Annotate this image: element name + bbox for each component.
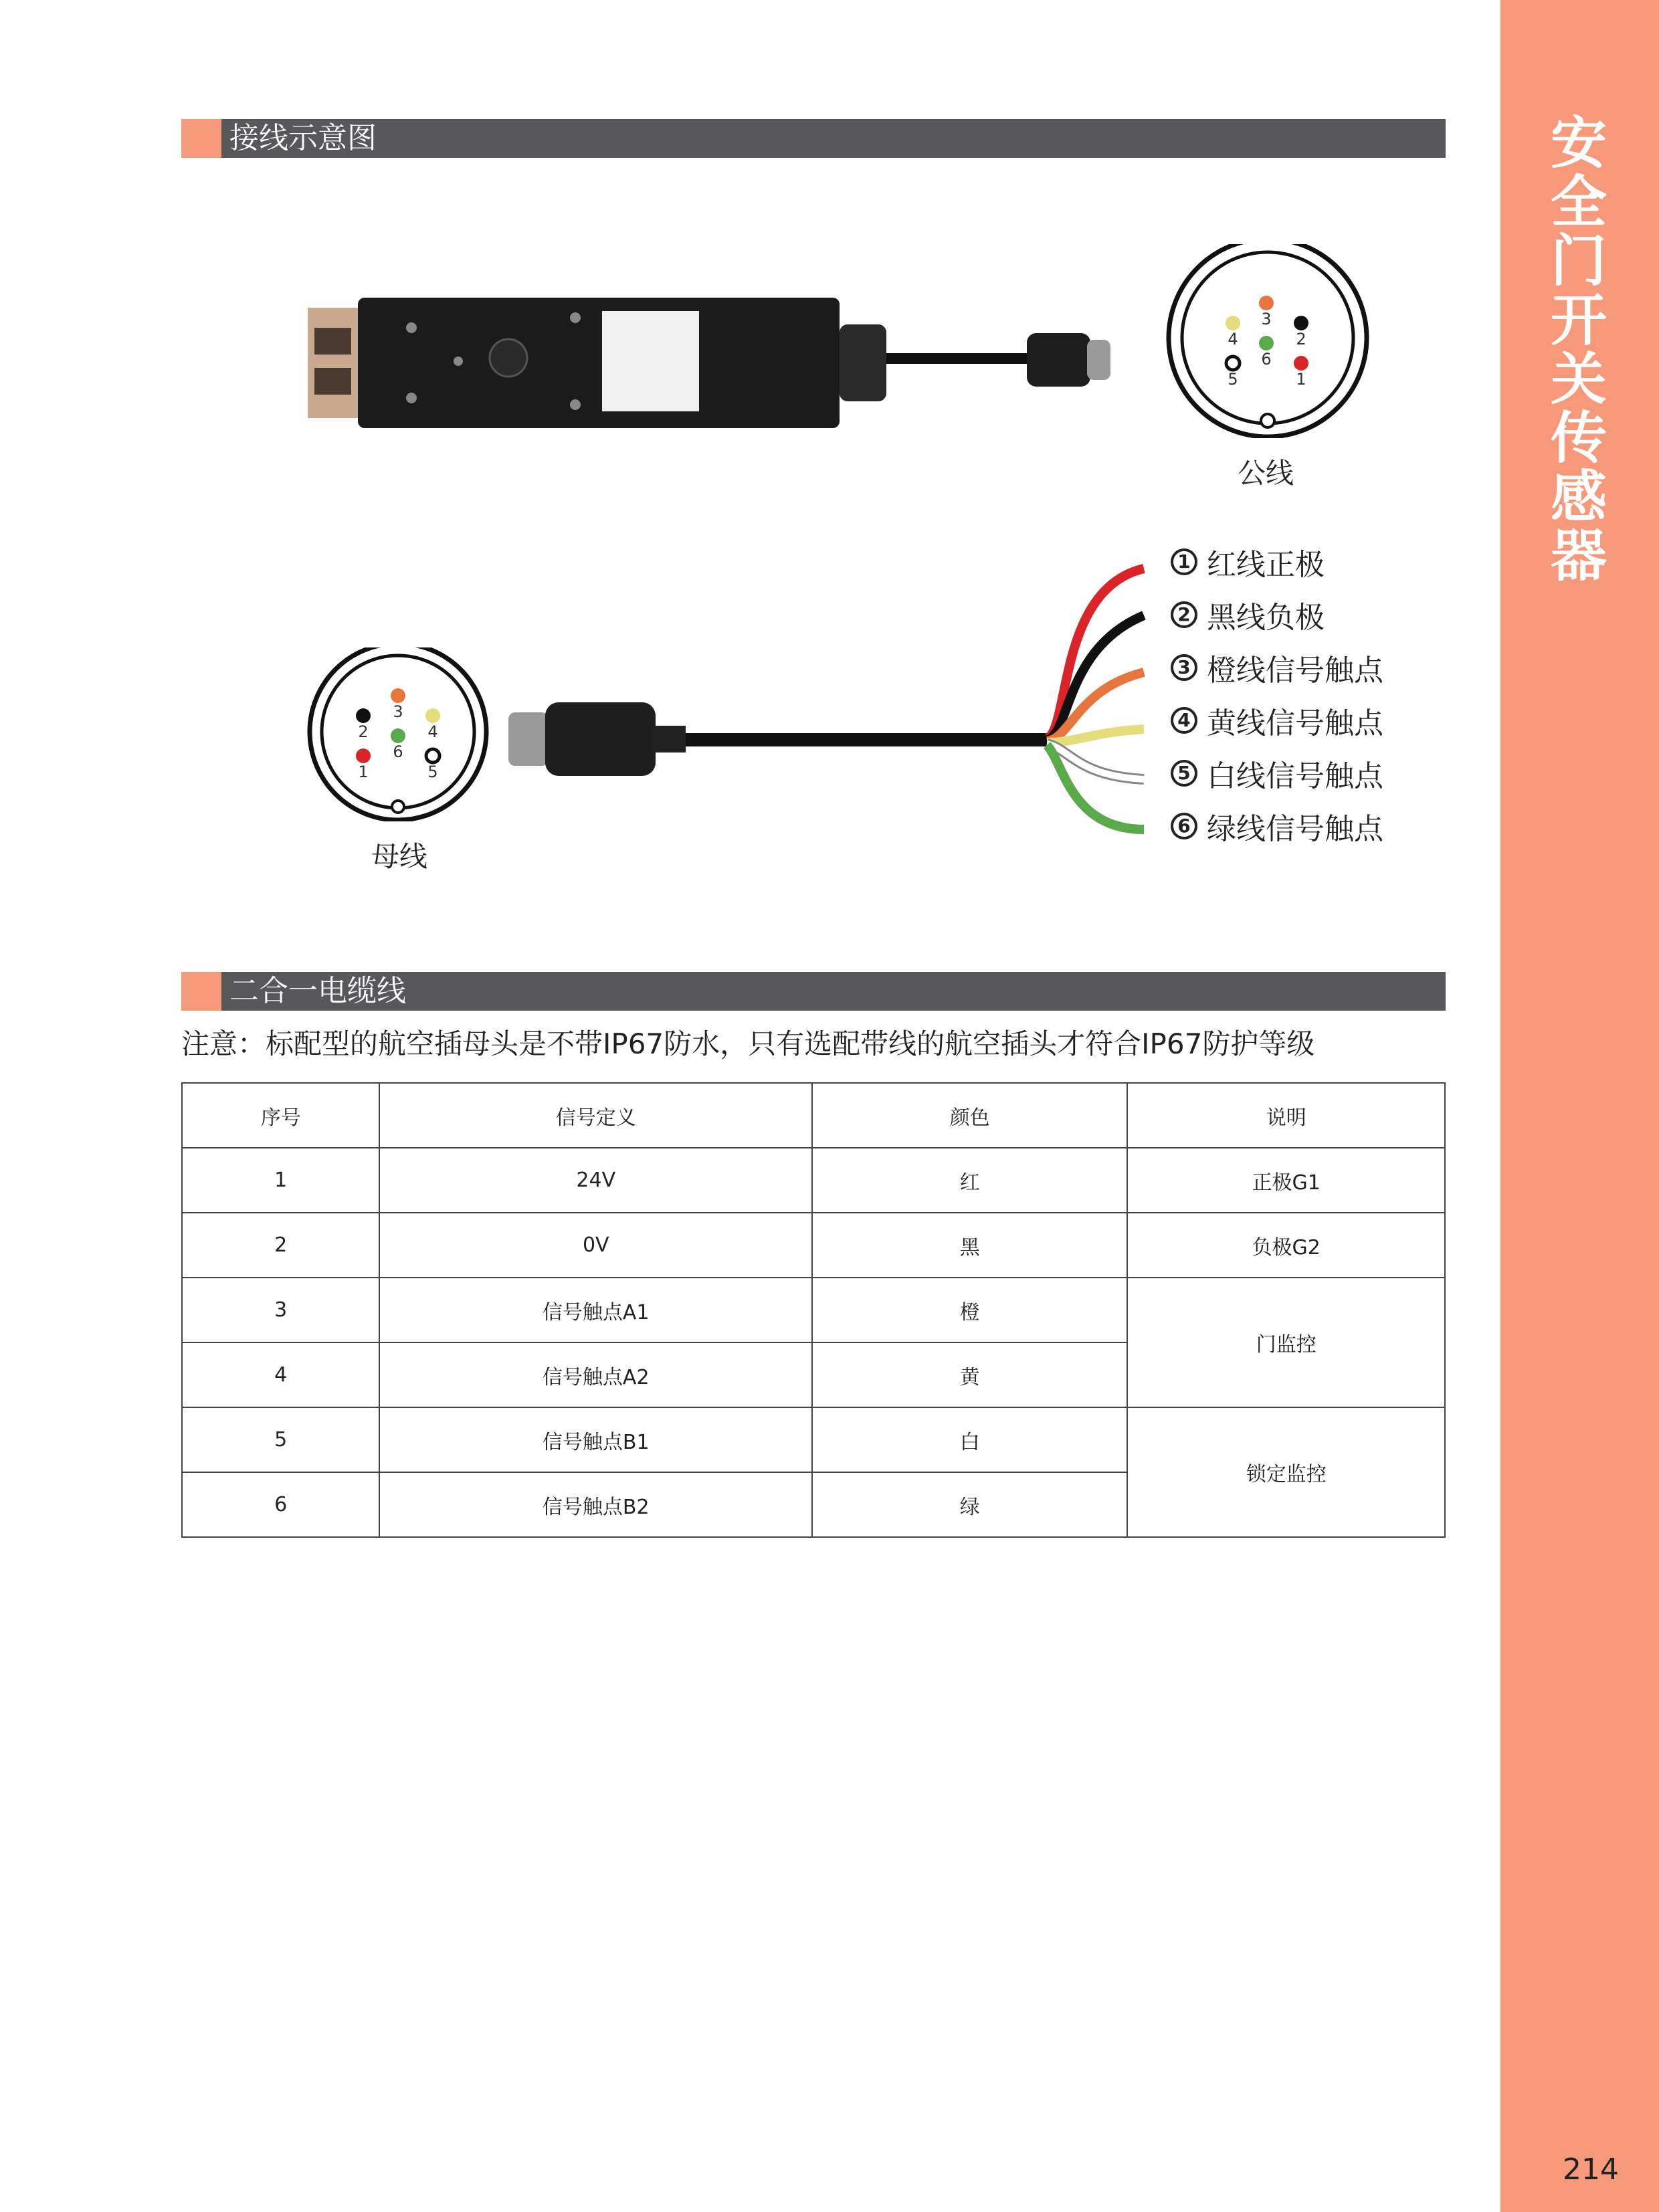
sidebar-title-char: 安 [1550, 110, 1607, 176]
cell-desc: 正极G1 [1127, 1148, 1445, 1213]
pin-3-dot [391, 688, 405, 703]
section-title: 接线示意图 [229, 121, 377, 155]
cell-color: 黄 [812, 1342, 1127, 1407]
table-row [182, 1407, 1445, 1472]
legend-text: 红线正极 [1207, 547, 1325, 582]
sidebar-title [1545, 110, 1612, 589]
product-label [602, 311, 699, 411]
pin-label: 6 [393, 742, 403, 761]
screw [570, 399, 581, 410]
legend-item [1171, 799, 1383, 852]
screw [406, 322, 417, 333]
pin-label: 4 [427, 722, 438, 741]
cell-no: 6 [182, 1472, 379, 1537]
wire-green [1047, 745, 1144, 829]
actuator-slot [314, 368, 351, 395]
screw [406, 393, 417, 403]
pin-6-dot [1259, 336, 1274, 350]
pin-1-dot [356, 748, 371, 763]
cable-gland [840, 324, 886, 401]
legend-number: 5 [1171, 760, 1197, 787]
sidebar-title-char: 关 [1550, 346, 1607, 412]
key-notch [392, 801, 404, 813]
cell-color: 红 [812, 1148, 1127, 1213]
table-row [182, 1148, 1445, 1213]
cell-signal: 24V [379, 1148, 812, 1213]
legend-item [1171, 588, 1383, 641]
cell-desc: 负极G2 [1127, 1213, 1445, 1278]
legend-text: 橙线信号触点 [1207, 653, 1383, 688]
section-header-wiring [181, 119, 1446, 158]
legend-number: 3 [1171, 654, 1197, 681]
table-row [182, 1278, 1445, 1342]
sidebar-title-char: 器 [1550, 523, 1607, 589]
pin-5-dot [426, 749, 440, 763]
pin-label: 1 [358, 763, 369, 781]
pin-definition-table [181, 1082, 1446, 1538]
sidebar-title-char: 传 [1550, 405, 1607, 471]
column-header: 信号定义 [379, 1083, 812, 1148]
cell-signal: 信号触点A2 [379, 1342, 812, 1407]
female-pinout-diagram [304, 647, 492, 821]
column-header: 颜色 [812, 1083, 1127, 1148]
rotary-knob [490, 339, 527, 377]
pin-label: 2 [358, 722, 369, 741]
legend-number: 1 [1171, 548, 1197, 575]
male-pinout-diagram [1164, 244, 1371, 438]
female-caption: 母线 [371, 840, 428, 873]
pin-4-dot [425, 708, 440, 723]
cell-signal: 0V [379, 1213, 812, 1278]
section-accent [181, 972, 221, 1011]
cable [686, 733, 1047, 746]
pin-5-dot [1226, 357, 1240, 370]
cell-color: 橙 [812, 1278, 1127, 1342]
legend-item [1171, 746, 1383, 799]
female-connector [545, 702, 656, 776]
screw [570, 312, 581, 323]
legend-item [1171, 535, 1383, 588]
cell-no: 5 [182, 1407, 379, 1472]
legend-text: 白线信号触点 [1207, 759, 1383, 793]
page-number: 214 [1563, 2152, 1619, 2187]
pin-4-dot [1226, 316, 1240, 330]
sidebar-title-char: 全 [1550, 169, 1607, 235]
pin-label: 1 [1296, 370, 1306, 389]
column-header: 序号 [182, 1083, 379, 1148]
section-title: 二合一电缆线 [229, 974, 406, 1008]
cell-no: 3 [182, 1278, 379, 1342]
pin-label: 4 [1228, 330, 1238, 348]
column-header: 说明 [1127, 1083, 1445, 1148]
actuator-tongue [308, 308, 361, 418]
legend-number: 6 [1171, 813, 1197, 839]
legend-item [1171, 641, 1383, 694]
cell-color: 黑 [812, 1213, 1127, 1278]
cell-desc: 锁定监控 [1127, 1407, 1445, 1537]
cell-signal: 信号触点A1 [379, 1278, 812, 1342]
pin-label: 5 [427, 763, 438, 781]
pin-label: 5 [1228, 370, 1238, 389]
wire-color-legend [1171, 535, 1383, 852]
connector-neck [652, 726, 686, 752]
pin-label: 6 [1261, 350, 1272, 369]
pin-label: 3 [1261, 310, 1272, 328]
male-caption: 公线 [1238, 457, 1294, 490]
pin-3-dot [1259, 296, 1274, 310]
pin-label: 3 [393, 702, 403, 721]
pin-2-dot [1294, 316, 1308, 330]
cell-no: 1 [182, 1148, 379, 1213]
switch-body [358, 298, 840, 428]
table-header-row [182, 1083, 1445, 1148]
sidebar-title-char: 开 [1550, 287, 1607, 353]
safety-switch-device-image [294, 281, 1124, 435]
pin-6-dot [391, 728, 405, 743]
legend-number: 2 [1171, 601, 1197, 628]
cell-no: 2 [182, 1213, 379, 1278]
sidebar-title-char: 门 [1550, 228, 1607, 294]
key-notch [1261, 414, 1274, 427]
legend-text: 绿线信号触点 [1207, 811, 1383, 846]
pin-2-dot [356, 708, 371, 723]
section-header-cable [181, 972, 1446, 1011]
legend-text: 黄线信号触点 [1207, 706, 1383, 740]
cell-signal: 信号触点B2 [379, 1472, 812, 1537]
cell-color: 绿 [812, 1472, 1127, 1537]
table-row [182, 1213, 1445, 1278]
actuator-slot [314, 328, 351, 355]
pin-1-dot [1294, 356, 1308, 371]
section-accent [181, 119, 221, 158]
connector-nut [508, 712, 549, 766]
cell-desc: 门监控 [1127, 1278, 1445, 1407]
cell-no: 4 [182, 1342, 379, 1407]
cable [886, 353, 1027, 364]
male-connector [1027, 333, 1090, 387]
screw [454, 357, 463, 366]
cell-signal: 信号触点B1 [379, 1407, 812, 1472]
sidebar-title-char: 感 [1550, 464, 1607, 530]
note-text: 注意：标配型的航空插母头是不带IP67防水，只有选配带线的航空插头才符合IP67防护等级 [181, 1027, 1315, 1060]
female-cable-image [508, 548, 1151, 856]
legend-text: 黑线负极 [1207, 600, 1325, 635]
cell-color: 白 [812, 1407, 1127, 1472]
legend-number: 4 [1171, 707, 1197, 734]
connector-nut [1087, 340, 1110, 380]
legend-item [1171, 694, 1383, 746]
pin-label: 2 [1296, 330, 1306, 348]
